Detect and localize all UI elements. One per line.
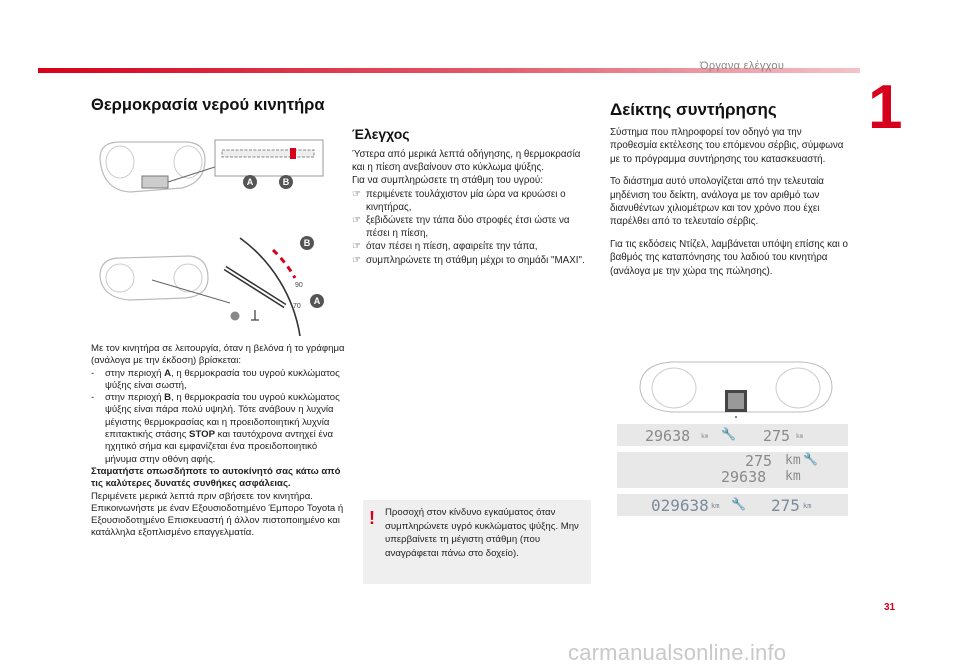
step-1: ☞ περιμένετε τουλάχιστον μία ώρα να κρυώσει ο κινητήρας, (352, 188, 566, 213)
odometer-unit: km (711, 502, 720, 510)
zone-b-marker: B (279, 175, 293, 189)
maintenance-para-3: Για τις εκδόσεις Ντίζελ, λαμβάνεται υπόψη επίσης και ο βαθμός της καταπόνησης του λαδιού του κινητήρα (ανάλογα με την χώρα της πώλησης). (610, 238, 848, 277)
stop-instruction: Σταματήστε οπωσδήποτε το αυτοκίνητό σας κάτω από τις καλύτερες δυνατές συνθήκες ασφάλειας. (91, 465, 341, 490)
check-intro: Ύστερα από μερικά λεπτά οδήγησης, η θερμοκρασία και η πίεση ανεβαίνουν στο κύκλωμα ψύξης. (352, 149, 581, 174)
service-unit: km (796, 433, 804, 440)
check-lead: Για να συμπληρώσετε τη στάθμη του υγρού: (352, 175, 543, 187)
coolant-temperature-title: Θερμοκρασία νερού κινητήρα (91, 96, 325, 114)
watermark: carmanualsonline.info (568, 640, 787, 665)
chapter-number: 1 (868, 73, 903, 142)
zone-a-marker-gauge: A (310, 294, 324, 308)
service-display-1 (617, 424, 848, 446)
bullet-icon: ☞ (352, 254, 361, 266)
odometer-value: 029638 (651, 496, 709, 515)
service-distance: 275 (771, 496, 800, 515)
zone-b-marker-gauge: B (300, 236, 314, 250)
service-display-3 (617, 494, 848, 516)
bullet-zone-a: - στην περιοχή A, η θερμοκρασία του υγρού κυκλώματος ψύξης είναι σωστή, (91, 367, 340, 391)
dashboard-illustration (90, 128, 340, 338)
bullet-icon: ☞ (352, 188, 361, 200)
step-2: ☞ ξεβιδώνετε την τάπα δύο στροφές έτσι ώστε να πέσει η πίεση, (352, 215, 570, 240)
wrench-icon: 🔧 (721, 427, 736, 441)
step-3: ☞ όταν πέσει η πίεση, αφαιρείτε την τάπα, (352, 241, 538, 253)
odometer-value: 29638 (645, 427, 691, 445)
zone-a-marker: A (243, 175, 257, 189)
middle-body-text (352, 148, 587, 267)
gauge-tick-70: 70 (293, 303, 301, 310)
warning-text: Προσοχή στον κίνδυνο εγκαύματος όταν συμπληρώνετε υγρό κυκλώματος ψύξης. Μην υπερβαίνετε τη μέγιστη στάθμη (που αναγράφεται πάνω στο δοχείο). (385, 507, 579, 559)
wait-instruction: Περιμένετε μερικά λεπτά πριν σβήσετε τον κινητήρα. (91, 490, 313, 502)
right-body-text (610, 126, 850, 278)
coolant-gauge-figure (90, 128, 340, 338)
odometer-value: 29638 (721, 468, 767, 486)
bullet-icon: ☞ (352, 215, 361, 227)
odometer-unit: km (701, 433, 709, 440)
warning-box (363, 500, 591, 584)
left-body-text (91, 343, 351, 540)
maintenance-para-2: Το διάστημα αυτό υπολογίζεται από την τελευταία μηδένιση του δείκτη, ανάλογα με τον αριθμό των διανυθέντων χιλιομέτρων και τον χρόνο που έχει παρέλθει από το τελευταίο σέρβις. (610, 176, 824, 228)
section-label: Όργανα ελέγχου (700, 60, 785, 72)
left-intro: Με τον κινητήρα σε λειτουργία, όταν η βελόνα ή το γράφημα (ανάλογα με την έκδοση) βρίσκεται: (91, 343, 345, 367)
page-number: 31 (884, 602, 896, 613)
service-distance: 275 (745, 452, 773, 470)
cluster-illustration (632, 348, 840, 418)
maintenance-para-1: Σύστημα που πληροφορεί τον οδηγό για την προθεσμία εκτέλεσης του επόμενου σέρβις, σύμφωνα με το πρόγραμμα συντήρησης του κατασκευαστή. (610, 127, 844, 165)
maintenance-indicator-title: Δείκτης συντήρησης (610, 100, 777, 119)
gauge-tick-90: 90 (295, 282, 303, 289)
contact-instruction: Επικοινωνήστε με έναν Εξουσιοδοτημένο Έμπορο Toyota ή Εξουσιοδοτημένο Επισκευαστή ή άλλον πιστοποιημένο και κατάλληλα εξοπλισμένο επαγγελματία. (91, 502, 344, 539)
zone-b-label: B (164, 392, 172, 404)
check-title: Έλεγχος (352, 126, 410, 142)
bullet-icon: ☞ (352, 241, 361, 253)
service-distance: 275 (763, 427, 791, 445)
wrench-icon: 🔧 (731, 497, 746, 511)
service-unit: km (785, 453, 801, 468)
warning-icon: ! (369, 508, 375, 528)
step-4: ☞ συμπληρώνετε τη στάθμη μέχρι το σημάδι "MAXI". (352, 254, 585, 266)
instrument-cluster-figure (632, 348, 840, 418)
odometer-unit: km (785, 469, 801, 484)
service-display-2 (617, 452, 848, 488)
bullet-zone-b: - στην περιοχή B, η θερμοκρασία του υγρού κυκλώματος ψύξης είναι πάρα πολύ υψηλή. Τότε ανάβουν η λυχνία μέγιστης θερμοκρασίας και η προειδοποιητική λυχνία επιτακτικής στάσης STOP και ταυτόχρονα αντηχεί ένα ηχητικό σήμα και εμφανίζεται ένα προειδοποιητικό μήνυμα στην οθόνη αφής. (91, 392, 340, 465)
zone-a-label: A (164, 367, 172, 379)
wrench-icon: 🔧 (803, 452, 818, 466)
stop-label: STOP (189, 429, 215, 441)
service-unit: km (803, 502, 812, 510)
